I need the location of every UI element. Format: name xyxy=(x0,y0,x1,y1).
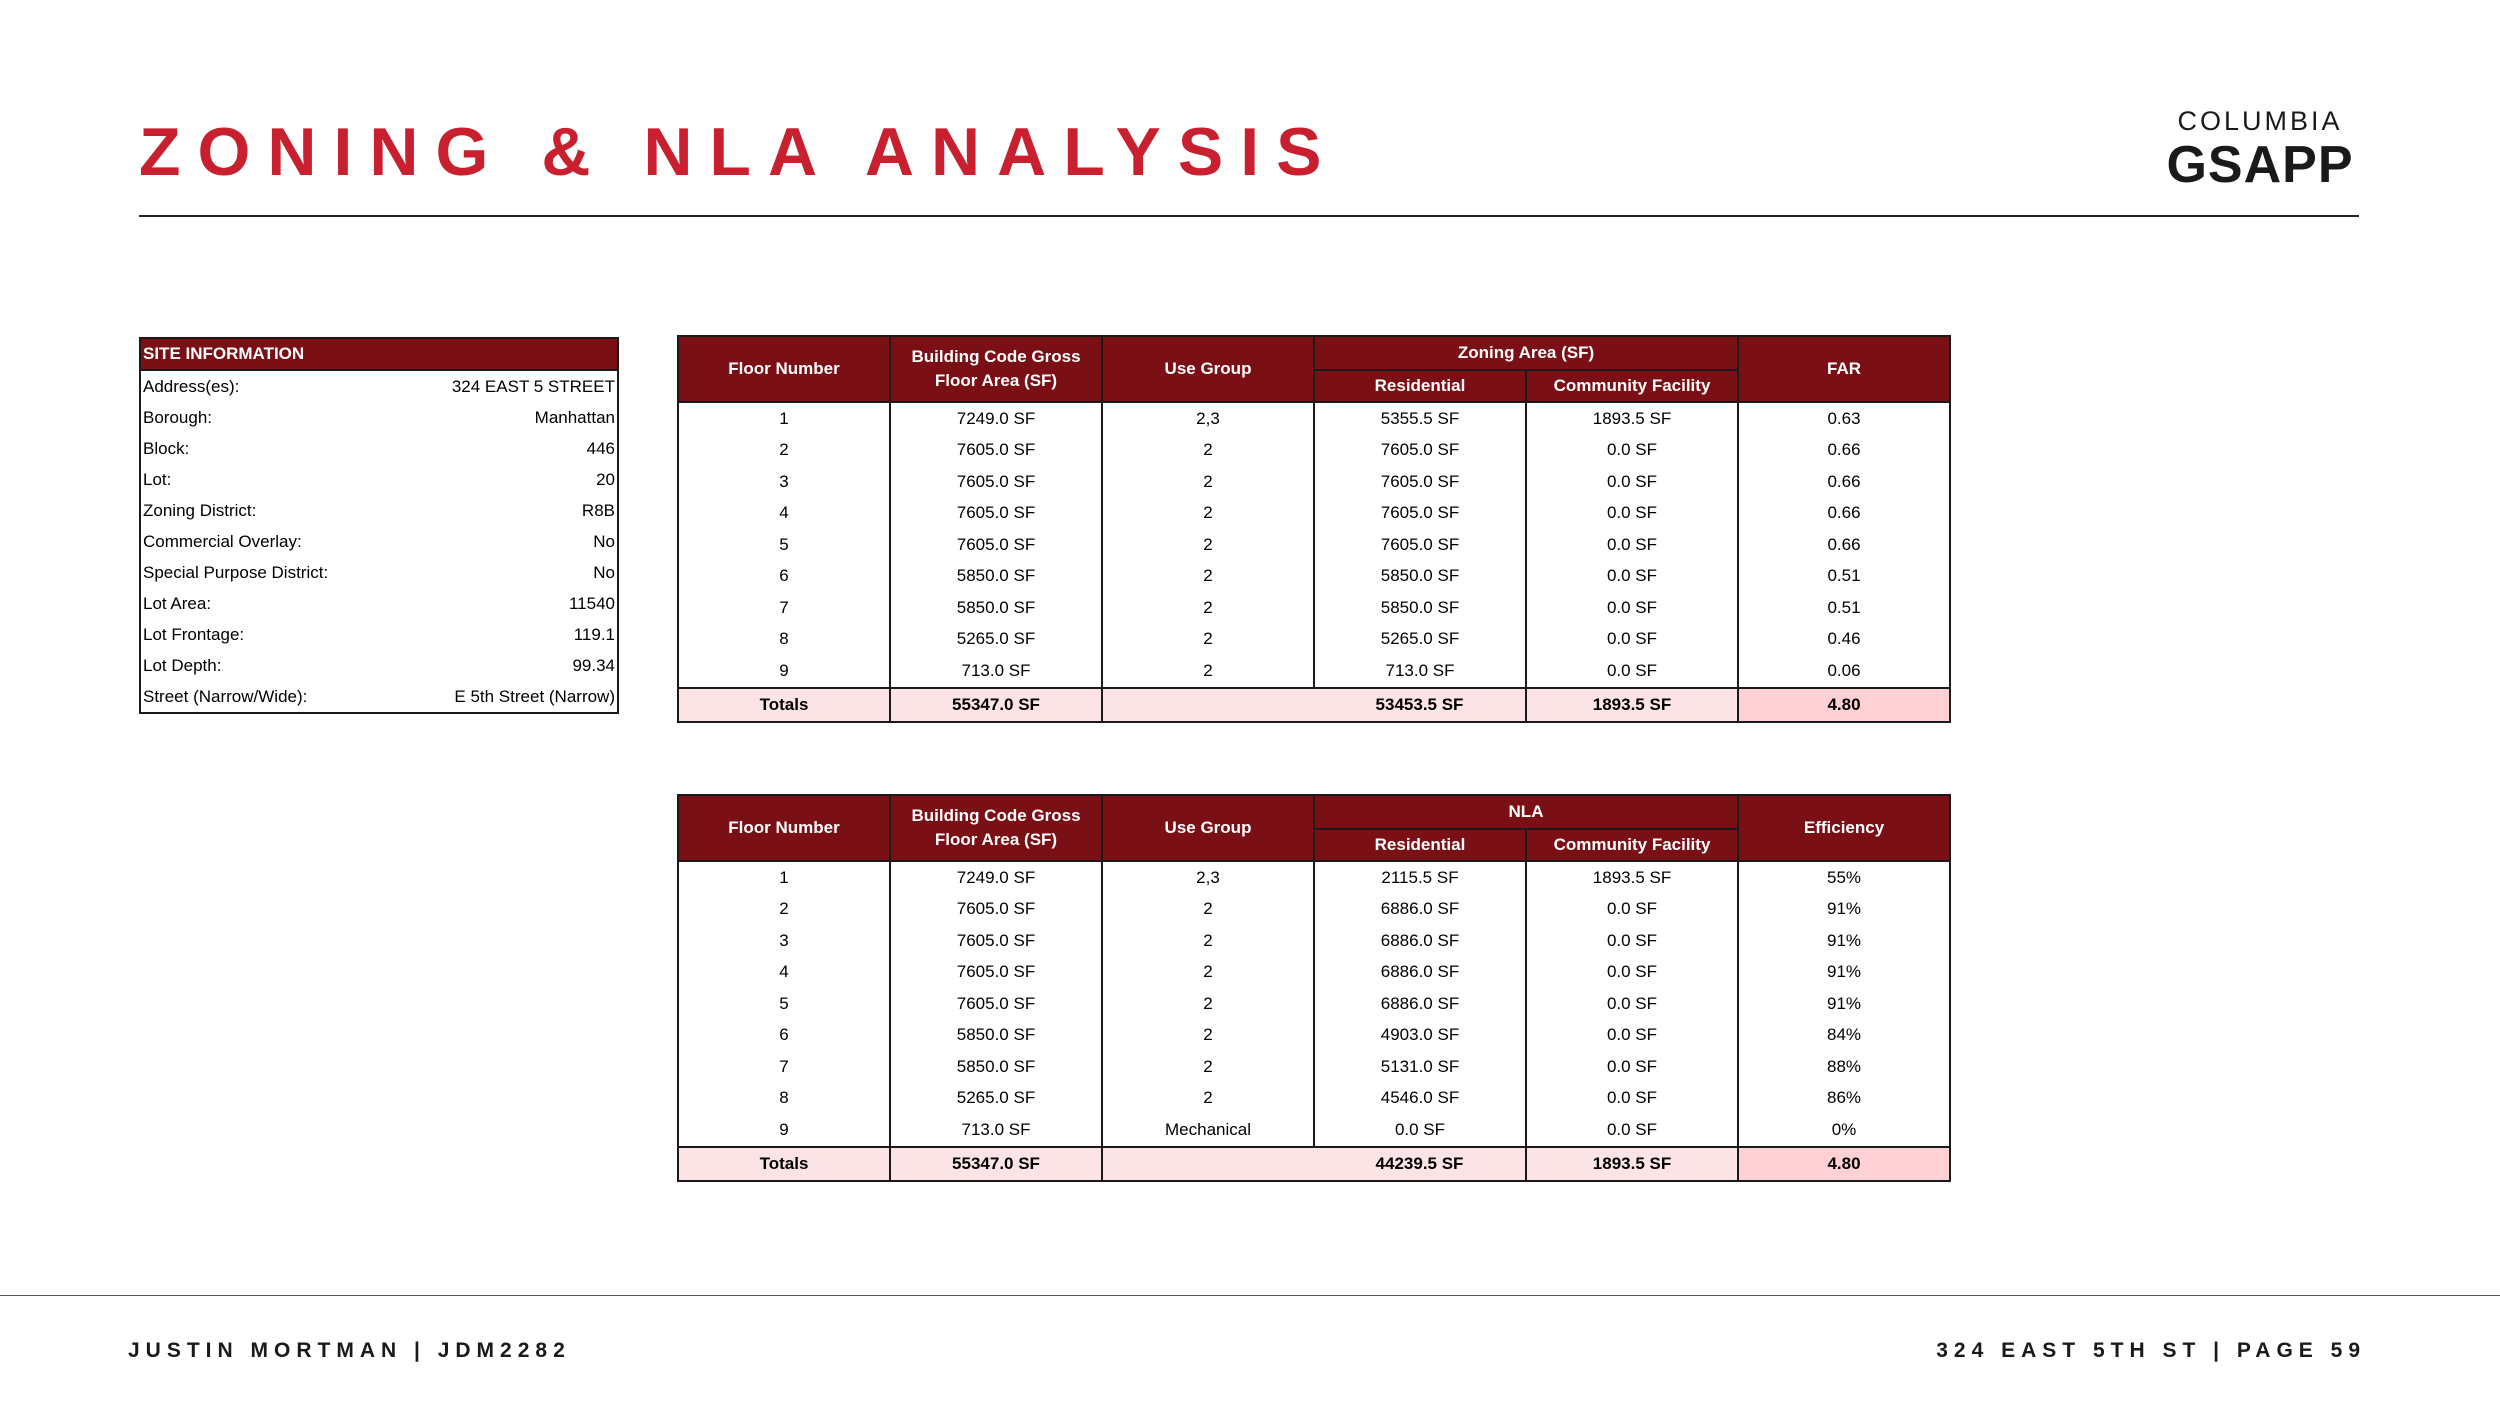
site-info-row xyxy=(140,495,618,526)
totals-label: Totals xyxy=(678,688,890,722)
cell-gfa: 7605.0 SF xyxy=(890,925,1102,957)
cell-use-group: 2 xyxy=(1102,561,1314,593)
cell-ratio: 0.66 xyxy=(1738,435,1950,467)
site-info-label: Lot: xyxy=(143,469,172,489)
totals-label: Totals xyxy=(678,1147,890,1181)
cell-residential: 5850.0 SF xyxy=(1314,592,1526,624)
cell-use-group: 2 xyxy=(1102,894,1314,926)
site-info-value: No xyxy=(394,526,618,557)
cell-community-facility: 0.0 SF xyxy=(1526,957,1738,989)
col-header-community-facility: Community Facility xyxy=(1526,829,1738,861)
cell-gfa: 7605.0 SF xyxy=(890,498,1102,530)
table-row xyxy=(678,925,1950,957)
col-header-far: FAR xyxy=(1738,336,1950,402)
site-info-label: Lot Frontage: xyxy=(143,624,245,644)
cell-ratio: 86% xyxy=(1738,1083,1950,1115)
cell-ratio: 0.63 xyxy=(1738,402,1950,435)
cell-residential: 6886.0 SF xyxy=(1314,988,1526,1020)
totals-gfa: 55347.0 SF xyxy=(890,1147,1102,1181)
totals-residential: 44239.5 SF xyxy=(1314,1147,1526,1181)
cell-floor: 7 xyxy=(678,592,890,624)
totals-far: 4.80 xyxy=(1738,688,1950,722)
site-info-label: Special Purpose District: xyxy=(143,562,329,582)
cell-gfa: 7249.0 SF xyxy=(890,402,1102,435)
cell-community-facility: 0.0 SF xyxy=(1526,435,1738,467)
site-info-label: Street (Narrow/Wide): xyxy=(143,686,308,706)
cell-residential: 6886.0 SF xyxy=(1314,925,1526,957)
table-row xyxy=(678,1020,1950,1052)
site-info-label: Commercial Overlay: xyxy=(143,531,302,551)
cell-community-facility: 0.0 SF xyxy=(1526,592,1738,624)
cell-ratio: 0.51 xyxy=(1738,592,1950,624)
cell-use-group: 2 xyxy=(1102,655,1314,688)
cell-ratio: 84% xyxy=(1738,1020,1950,1052)
cell-gfa: 7249.0 SF xyxy=(890,861,1102,894)
cell-floor: 8 xyxy=(678,1083,890,1115)
cell-use-group: 2 xyxy=(1102,592,1314,624)
cell-residential: 5355.5 SF xyxy=(1314,402,1526,435)
cell-community-facility: 0.0 SF xyxy=(1526,1020,1738,1052)
cell-ratio: 91% xyxy=(1738,894,1950,926)
col-header-zoning-area: Zoning Area (SF) xyxy=(1314,336,1738,370)
zoning-area-table xyxy=(677,335,1951,723)
cell-gfa: 7605.0 SF xyxy=(890,529,1102,561)
cell-ratio: 0.46 xyxy=(1738,624,1950,656)
col-header-residential: Residential xyxy=(1314,829,1526,861)
cell-floor: 1 xyxy=(678,861,890,894)
site-info-value: E 5th Street (Narrow) xyxy=(394,681,618,713)
table-row xyxy=(678,402,1950,435)
cell-community-facility: 0.0 SF xyxy=(1526,1114,1738,1147)
cell-floor: 9 xyxy=(678,655,890,688)
cell-residential: 7605.0 SF xyxy=(1314,498,1526,530)
cell-gfa: 713.0 SF xyxy=(890,655,1102,688)
table-row xyxy=(678,529,1950,561)
cell-use-group: 2 xyxy=(1102,624,1314,656)
cell-use-group: Mechanical xyxy=(1102,1114,1314,1147)
site-info-row xyxy=(140,526,618,557)
cell-use-group: 2 xyxy=(1102,435,1314,467)
cell-ratio: 0.51 xyxy=(1738,561,1950,593)
cell-use-group: 2 xyxy=(1102,1020,1314,1052)
site-info-label: Address(es): xyxy=(143,376,240,396)
col-header-floor: Floor Number xyxy=(678,795,890,861)
cell-floor: 5 xyxy=(678,988,890,1020)
cell-ratio: 0% xyxy=(1738,1114,1950,1147)
totals-efficiency: 4.80 xyxy=(1738,1147,1950,1181)
col-header-use-group: Use Group xyxy=(1102,336,1314,402)
cell-floor: 2 xyxy=(678,894,890,926)
cell-community-facility: 0.0 SF xyxy=(1526,561,1738,593)
cell-floor: 7 xyxy=(678,1051,890,1083)
cell-floor: 5 xyxy=(678,529,890,561)
cell-use-group: 2 xyxy=(1102,498,1314,530)
title-divider xyxy=(139,215,2359,217)
cell-floor: 4 xyxy=(678,498,890,530)
table-row xyxy=(678,498,1950,530)
cell-gfa: 7605.0 SF xyxy=(890,466,1102,498)
cell-ratio: 91% xyxy=(1738,988,1950,1020)
cell-residential: 4903.0 SF xyxy=(1314,1020,1526,1052)
site-info-value: 119.1 xyxy=(394,619,618,650)
site-info-value: 20 xyxy=(394,464,618,495)
site-info-row xyxy=(140,619,618,650)
cell-residential: 5265.0 SF xyxy=(1314,624,1526,656)
cell-residential: 4546.0 SF xyxy=(1314,1083,1526,1115)
cell-residential: 7605.0 SF xyxy=(1314,435,1526,467)
totals-gfa: 55347.0 SF xyxy=(890,688,1102,722)
col-header-nla: NLA xyxy=(1314,795,1738,829)
table-row xyxy=(678,655,1950,688)
site-info-label: Borough: xyxy=(143,407,212,427)
site-info-row xyxy=(140,650,618,681)
cell-gfa: 5265.0 SF xyxy=(890,624,1102,656)
col-header-efficiency: Efficiency xyxy=(1738,795,1950,861)
cell-use-group: 2,3 xyxy=(1102,402,1314,435)
cell-community-facility: 0.0 SF xyxy=(1526,925,1738,957)
totals-residential: 53453.5 SF xyxy=(1314,688,1526,722)
col-header-community-facility: Community Facility xyxy=(1526,370,1738,402)
cell-community-facility: 0.0 SF xyxy=(1526,655,1738,688)
cell-use-group: 2 xyxy=(1102,529,1314,561)
site-info-label: Zoning District: xyxy=(143,500,257,520)
totals-blank xyxy=(1102,1147,1314,1181)
table-row xyxy=(678,592,1950,624)
cell-floor: 3 xyxy=(678,925,890,957)
cell-residential: 7605.0 SF xyxy=(1314,466,1526,498)
col-header-gfa: Building Code Gross Floor Area (SF) xyxy=(890,795,1102,861)
totals-community-facility: 1893.5 SF xyxy=(1526,1147,1738,1181)
site-info-row xyxy=(140,681,618,713)
table-row xyxy=(678,466,1950,498)
cell-floor: 1 xyxy=(678,402,890,435)
site-info-row xyxy=(140,588,618,619)
site-info-row xyxy=(140,433,618,464)
cell-residential: 0.0 SF xyxy=(1314,1114,1526,1147)
footer-divider xyxy=(0,1295,2500,1296)
totals-community-facility: 1893.5 SF xyxy=(1526,688,1738,722)
site-info-label: Block: xyxy=(143,438,190,458)
cell-gfa: 7605.0 SF xyxy=(890,894,1102,926)
table-row xyxy=(678,435,1950,467)
site-info-row xyxy=(140,464,618,495)
cell-gfa: 7605.0 SF xyxy=(890,988,1102,1020)
totals-blank xyxy=(1102,688,1314,722)
site-info-row xyxy=(140,402,618,433)
cell-community-facility: 0.0 SF xyxy=(1526,894,1738,926)
site-info-value: R8B xyxy=(394,495,618,526)
cell-gfa: 7605.0 SF xyxy=(890,957,1102,989)
table-row xyxy=(678,624,1950,656)
cell-ratio: 91% xyxy=(1738,925,1950,957)
cell-community-facility: 0.0 SF xyxy=(1526,988,1738,1020)
cell-gfa: 5850.0 SF xyxy=(890,1051,1102,1083)
totals-row xyxy=(678,1147,1950,1181)
cell-residential: 5131.0 SF xyxy=(1314,1051,1526,1083)
cell-ratio: 0.66 xyxy=(1738,466,1950,498)
site-information-table xyxy=(139,337,619,714)
cell-community-facility: 0.0 SF xyxy=(1526,498,1738,530)
cell-ratio: 88% xyxy=(1738,1051,1950,1083)
cell-use-group: 2 xyxy=(1102,466,1314,498)
cell-floor: 6 xyxy=(678,561,890,593)
cell-gfa: 5850.0 SF xyxy=(890,592,1102,624)
cell-use-group: 2 xyxy=(1102,988,1314,1020)
cell-use-group: 2 xyxy=(1102,1051,1314,1083)
cell-ratio: 91% xyxy=(1738,957,1950,989)
site-info-value: Manhattan xyxy=(394,402,618,433)
col-header-floor: Floor Number xyxy=(678,336,890,402)
cell-community-facility: 0.0 SF xyxy=(1526,1051,1738,1083)
logo-main-text: GSAPP xyxy=(2166,136,2354,194)
cell-residential: 7605.0 SF xyxy=(1314,529,1526,561)
cell-ratio: 0.06 xyxy=(1738,655,1950,688)
cell-community-facility: 0.0 SF xyxy=(1526,529,1738,561)
cell-ratio: 0.66 xyxy=(1738,498,1950,530)
col-header-use-group: Use Group xyxy=(1102,795,1314,861)
site-info-value: No xyxy=(394,557,618,588)
cell-community-facility: 1893.5 SF xyxy=(1526,861,1738,894)
site-info-label: Lot Depth: xyxy=(143,655,222,675)
table-row xyxy=(678,957,1950,989)
cell-gfa: 7605.0 SF xyxy=(890,435,1102,467)
table-row xyxy=(678,561,1950,593)
footer-page-info: 324 EAST 5TH ST | PAGE 59 xyxy=(1936,1339,2366,1362)
cell-community-facility: 1893.5 SF xyxy=(1526,402,1738,435)
cell-residential: 6886.0 SF xyxy=(1314,957,1526,989)
site-info-label: Lot Area: xyxy=(143,593,212,613)
cell-residential: 713.0 SF xyxy=(1314,655,1526,688)
cell-ratio: 55% xyxy=(1738,861,1950,894)
site-info-value: 446 xyxy=(394,433,618,464)
cell-residential: 6886.0 SF xyxy=(1314,894,1526,926)
totals-row xyxy=(678,688,1950,722)
site-info-row xyxy=(140,370,618,402)
columbia-gsapp-logo xyxy=(2155,104,2365,192)
cell-ratio: 0.66 xyxy=(1738,529,1950,561)
table-row xyxy=(678,988,1950,1020)
site-info-value: 11540 xyxy=(394,588,618,619)
cell-gfa: 5850.0 SF xyxy=(890,561,1102,593)
cell-use-group: 2,3 xyxy=(1102,861,1314,894)
footer-author: JUSTIN MORTMAN | JDM2282 xyxy=(128,1339,571,1362)
cell-use-group: 2 xyxy=(1102,1083,1314,1115)
cell-residential: 2115.5 SF xyxy=(1314,861,1526,894)
cell-floor: 4 xyxy=(678,957,890,989)
cell-community-facility: 0.0 SF xyxy=(1526,1083,1738,1115)
table-row xyxy=(678,894,1950,926)
cell-gfa: 5265.0 SF xyxy=(890,1083,1102,1115)
site-info-row xyxy=(140,557,618,588)
cell-floor: 9 xyxy=(678,1114,890,1147)
cell-use-group: 2 xyxy=(1102,925,1314,957)
logo-top-text: COLUMBIA xyxy=(2177,106,2343,136)
col-header-gfa: Building Code Gross Floor Area (SF) xyxy=(890,336,1102,402)
cell-residential: 5850.0 SF xyxy=(1314,561,1526,593)
site-information-heading: SITE INFORMATION xyxy=(140,338,618,370)
site-info-value: 99.34 xyxy=(394,650,618,681)
cell-floor: 8 xyxy=(678,624,890,656)
col-header-residential: Residential xyxy=(1314,370,1526,402)
table-row xyxy=(678,1114,1950,1147)
cell-community-facility: 0.0 SF xyxy=(1526,466,1738,498)
table-row xyxy=(678,1083,1950,1115)
cell-community-facility: 0.0 SF xyxy=(1526,624,1738,656)
cell-gfa: 713.0 SF xyxy=(890,1114,1102,1147)
table-row xyxy=(678,1051,1950,1083)
cell-floor: 2 xyxy=(678,435,890,467)
cell-floor: 3 xyxy=(678,466,890,498)
cell-use-group: 2 xyxy=(1102,957,1314,989)
cell-gfa: 5850.0 SF xyxy=(890,1020,1102,1052)
nla-table xyxy=(677,794,1951,1182)
cell-floor: 6 xyxy=(678,1020,890,1052)
page-title: ZONING & NLA ANALYSIS xyxy=(139,114,1339,190)
site-info-value: 324 EAST 5 STREET xyxy=(394,370,618,402)
table-row xyxy=(678,861,1950,894)
